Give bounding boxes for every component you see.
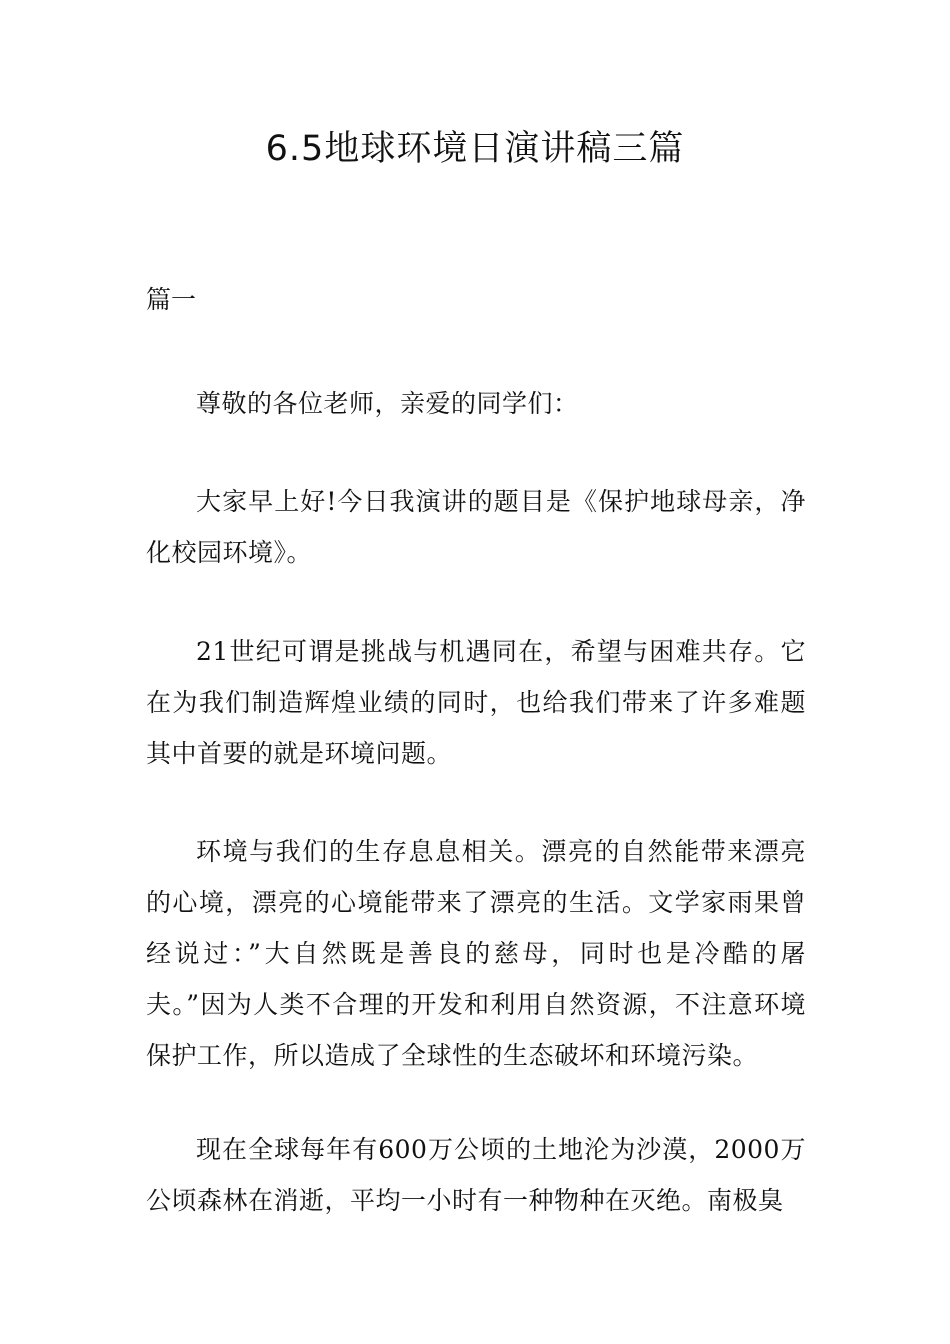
paragraph-statistics: 现在全球每年有600万公顷的土地沦为沙漠，2000万公顷森林在消逝，平均一小时有一种物种在灭绝。南极臭 bbox=[146, 1135, 806, 1215]
paragraph-challenges: 21世纪可谓是挑战与机遇同在，希望与困难共存。它在为我们制造辉煌业绩的同时，也给我们带来了许多难题其中首要的就是环境问题。 bbox=[146, 637, 806, 768]
paragraph-intro: 大家早上好!今日我演讲的题目是《保护地球母亲，净化校园环境》。 bbox=[146, 487, 806, 567]
document-title: 6.5地球环境日演讲稿三篇 bbox=[265, 129, 685, 169]
paragraph-environment: 环境与我们的生存息息相关。漂亮的自然能带来漂亮的心境，漂亮的心境能带来了漂亮的生活。文学家雨果曾经说过：”大自然既是善良的慈母，同时也是冷酷的屠夫。”因为人类不合理的开发和利用自然资源，不注意环境保护工作，所以造成了全球性的生态破坏和环境污染。 bbox=[146, 837, 806, 1070]
paragraph-greeting: 尊敬的各位老师，亲爱的同学们： bbox=[196, 389, 579, 418]
section-label: 篇一 bbox=[146, 285, 197, 314]
